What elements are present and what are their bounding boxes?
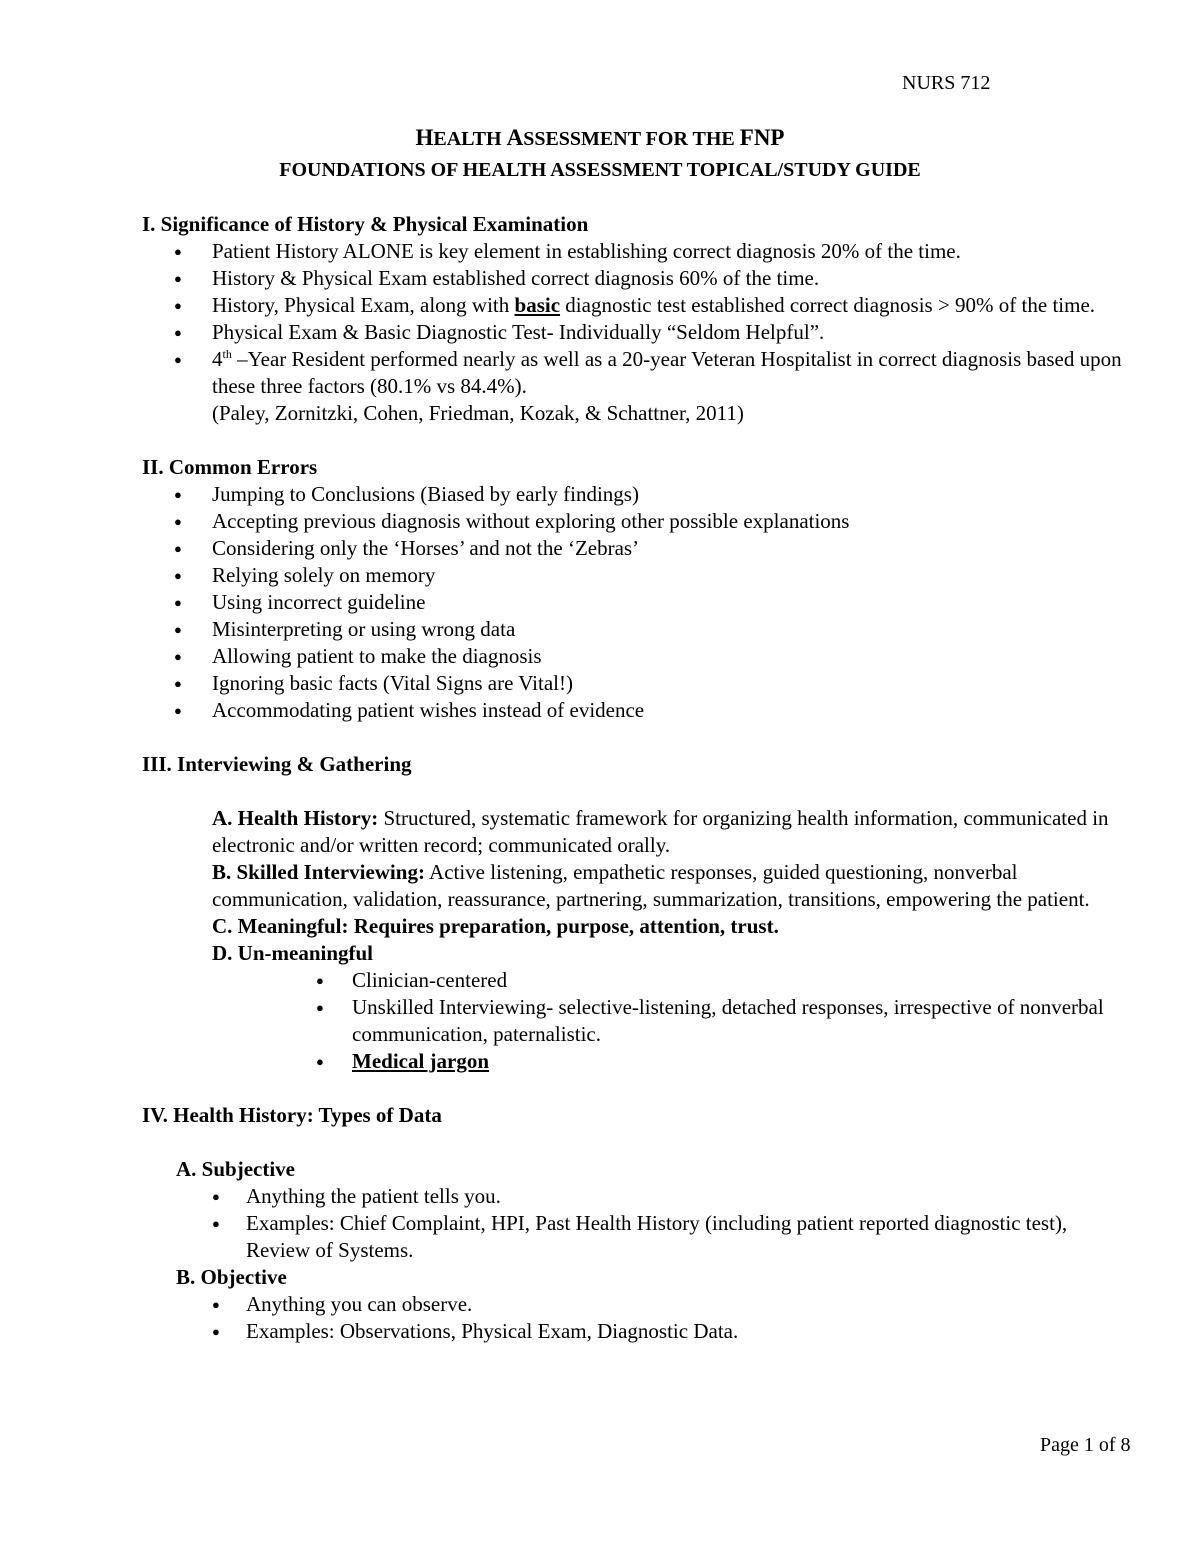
document-body: [142, 211, 1132, 1345]
course-code: NURS 712: [902, 72, 991, 94]
section-heading: II. Common Errors: [142, 455, 318, 479]
section-heading: I. Significance of History & Physical Examination: [142, 212, 589, 236]
bullet-list: [142, 967, 1132, 1075]
list-item: ● Examples: Chief Complaint, HPI, Past Health History (including patient reported diagnostic test), Review of Systems.: [142, 1210, 1132, 1264]
subsection-skilled-interviewing: B. Skilled Interviewing: Active listening, empathetic responses, guided questioning, nonverbal communication, validation, reassurance, partnering, summarization, transitions, empowering the patient.: [212, 860, 1090, 911]
subsection-meaningful: C. Meaningful: Requires preparation, purpose, attention, trust.: [212, 914, 779, 938]
list-item: ● Clinician-centered: [142, 967, 1132, 994]
citation: (Paley, Zornitzki, Cohen, Friedman, Kozak, & Schattner, 2011): [212, 401, 744, 425]
bullet-list: [142, 481, 1132, 724]
document-subtitle: FOUNDATIONS OF HEALTH ASSESSMENT TOPICAL/STUDY GUIDE: [279, 159, 921, 181]
bullet-list: [142, 238, 1132, 400]
list-item: ● Allowing patient to make the diagnosis: [142, 643, 1132, 670]
list-item: ● Medical jargon: [142, 1048, 1132, 1075]
document-title: HEALTH ASSESSMENT FOR THE FNP: [415, 125, 785, 150]
subsection-health-history: A. Health History: Structured, systematic framework for organizing health information, communicated in electronic and/or written record; communicated orally.: [212, 806, 1109, 857]
subsection-subjective: A. Subjective: [176, 1157, 295, 1181]
section-heading: III. Interviewing & Gathering: [142, 752, 412, 776]
list-item: ● History, Physical Exam, along with basic diagnostic test established correct diagnosis > 90% of the time.: [142, 292, 1132, 319]
page-number: Page 1 of 8: [1040, 1434, 1131, 1456]
list-item: ● Considering only the ‘Horses’ and not the ‘Zebras’: [142, 535, 1132, 562]
list-item: ● Anything the patient tells you.: [142, 1183, 1132, 1210]
subsection-objective: B. Objective: [176, 1265, 287, 1289]
list-item: ● Using incorrect guideline: [142, 589, 1132, 616]
list-item: ● 4th –Year Resident performed nearly as well as a 20-year Veteran Hospitalist in correct diagnosis based upon these three factors (80.1% vs 84.4%).: [142, 346, 1132, 400]
bullet-list: [142, 1291, 1132, 1345]
list-item: ● History & Physical Exam established correct diagnosis 60% of the time.: [142, 265, 1132, 292]
list-item: ● Patient History ALONE is key element in establishing correct diagnosis 20% of the time.: [142, 238, 1132, 265]
list-item: ● Anything you can observe.: [142, 1291, 1132, 1318]
list-item: ● Accommodating patient wishes instead of evidence: [142, 697, 1132, 724]
bullet-list: [142, 1183, 1132, 1264]
list-item: ● Unskilled Interviewing- selective-listening, detached responses, irrespective of nonverbal communication, paternalistic.: [142, 994, 1132, 1048]
list-item: ● Accepting previous diagnosis without exploring other possible explanations: [142, 508, 1132, 535]
list-item: ● Misinterpreting or using wrong data: [142, 616, 1132, 643]
list-item: ● Physical Exam & Basic Diagnostic Test- Individually “Seldom Helpful”.: [142, 319, 1132, 346]
subsection-un-meaningful: D. Un-meaningful: [212, 941, 374, 965]
list-item: ● Ignoring basic facts (Vital Signs are Vital!): [142, 670, 1132, 697]
list-item: ● Jumping to Conclusions (Biased by early findings): [142, 481, 1132, 508]
list-item: ● Examples: Observations, Physical Exam, Diagnostic Data.: [142, 1318, 1132, 1345]
section-heading: IV. Health History: Types of Data: [142, 1103, 442, 1127]
list-item: ● Relying solely on memory: [142, 562, 1132, 589]
